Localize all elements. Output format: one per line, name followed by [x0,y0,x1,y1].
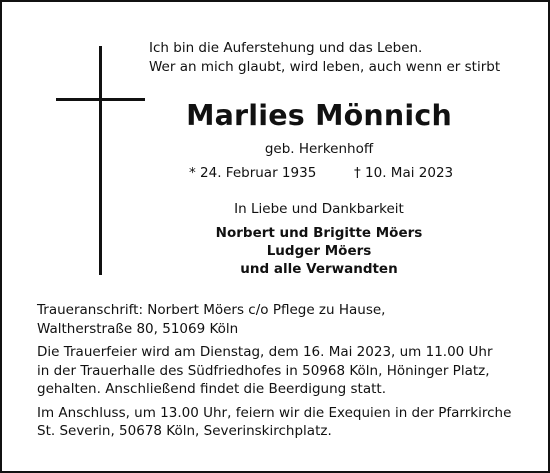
mourning-address [37,301,537,338]
mourner: Ludger Möers [266,243,372,259]
mass-line: St. Severin, 50678 Köln, Severinskirchplatz. [37,423,332,439]
footer-info [37,301,537,446]
mass-line: Im Anschluss, um 13.00 Uhr, feiern wir die Exequien in der Pfarrkirche [37,404,512,421]
address-line: Traueranschrift: Norbert Möers c/o Pflege zu Hause, [37,302,386,318]
requiem-mass-info [37,404,537,441]
cross-icon-crossbar [56,98,145,101]
ceremony-line: Die Trauerfeier wird am Dienstag, dem 16. Mai 2023, um 11.00 Uhr [37,344,493,360]
ceremony-line: gehalten. Anschließend findet die Beerdigung statt. [37,381,386,397]
mourning-phrase: In Liebe und Dankbarkeit [234,201,404,217]
birth-name: geb. Herkenhoff [264,141,374,157]
mourners-list [159,224,479,278]
bible-verse [149,39,500,77]
deceased-name: Marlies Mönnich [186,99,452,132]
birth-date: * 24. Februar 1935 [189,165,317,181]
ceremony-line: in der Trauerhalle des Südfriedhofes in 50968 Köln, Höninger Platz, [37,362,490,379]
mourner: Norbert und Brigitte Möers [215,225,423,241]
verse-line-1: Ich bin die Auferstehung und das Leben. [149,40,423,56]
mourner: und alle Verwandten [240,261,398,277]
verse-line-2: Wer an mich glaubt, wird leben, auch wenn er stirbt [149,59,501,75]
cross-icon [99,46,102,275]
address-line: Waltherstraße 80, 51069 Köln [37,320,239,337]
funeral-ceremony-info [37,343,537,399]
death-date: † 10. Mai 2023 [354,165,454,181]
